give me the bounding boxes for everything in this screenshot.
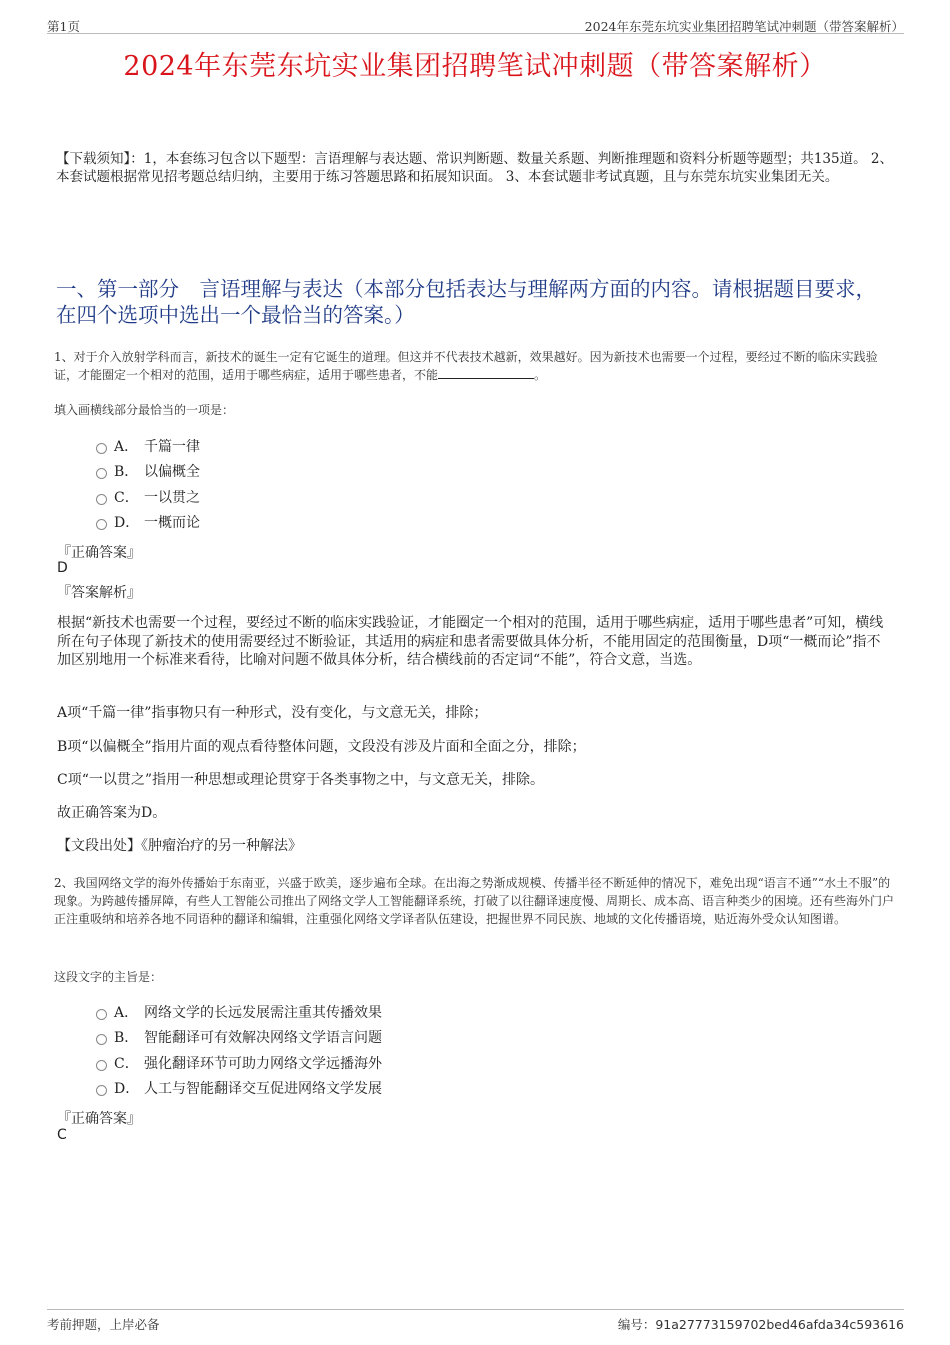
option-c[interactable]: C． 强化翻译环节可助力网络文学远播海外 — [96, 1050, 382, 1076]
radio-icon[interactable] — [96, 1085, 107, 1096]
section-heading: 一、第一部分 言语理解与表达（本部分包括表达与理解两方面的内容。请根据题目要求，在四个选项中选出一个最恰当的答案。） — [56, 277, 876, 327]
option-c[interactable]: C． 一以贯之 — [96, 484, 200, 510]
radio-icon[interactable] — [96, 1034, 107, 1045]
option-b[interactable]: B． 智能翻译可有效解决网络文学语言问题 — [96, 1025, 382, 1051]
analysis-paragraph: 故正确答案为D。 — [57, 805, 167, 821]
radio-icon[interactable] — [96, 443, 107, 454]
page-footer — [47, 1309, 904, 1333]
option-d[interactable]: D． 一概而论 — [96, 510, 200, 536]
document-title: 2024年东莞东坑实业集团招聘笔试冲刺题（带答案解析） — [123, 51, 827, 82]
analysis-paragraph: A项“千篇一律”指事物只有一种形式，没有变化，与文意无关，排除； — [57, 705, 488, 721]
analysis-label: 『答案解析』 — [57, 585, 141, 601]
analysis-paragraph: 根据“新技术也需要一个过程，要经过不断的临床实践验证，才能圈定一个相对的范围，适用于哪些病症，适用于哪些患者”可知，横线所在句子体现了新技术的使用需要经过不断验证，其适用的病症和患者需要做具体分析，不能用固定的范围衡量，D项“一概而论”指不加区别地用一个标准来看待，比喻对问题不做具体分析，结合横线前的否定词“不能”，符合文意，当选。 — [57, 615, 884, 668]
analysis-paragraph: C项“一以贯之”指用一种思想或理论贯穿于各类事物之中，与文意无关，排除。 — [57, 772, 545, 788]
question-1-stem: 1、对于介入放射学科而言，新技术的诞生一定有它诞生的道理。但这并不代表技术越新，效果越好。因为新技术也需要一个过程，要经过不断的临床实践验证，才能圈定一个相对的范围，适用于哪些病症，适用于哪些患者，不能 。 — [54, 350, 878, 382]
radio-icon[interactable] — [96, 1009, 107, 1020]
text-source: 【文段出处】《肿瘤治疗的另一种解法》 — [57, 838, 302, 854]
radio-icon[interactable] — [96, 519, 107, 530]
document-code: 编号：91a27773159702bed46afda34c593616 — [617, 1317, 904, 1332]
question-2-stem: 2、我国网络文学的海外传播始于东南亚，兴盛于欧美，逐步遍布全球。在出海之势渐成规模、传播半径不断延伸的情况下，难免出现“语言不通”“水土不服”的现象。为跨越传播屏障，有些人工智能公司推出了网络文学人工智能翻译系统，打破了以往翻译速度慢、周期长、成本高、语言种类少的困境。还有些海外门户正注重吸纳和培养各地不同语种的翻译和编辑，注重强化网络文学译者队伍建设，把握世界不同民族、地域的文化传播语境，贴近海外受众认知图谱。 — [54, 876, 895, 926]
answer-value: D — [57, 560, 68, 576]
answer-label: 『正确答案』 — [57, 1111, 141, 1127]
radio-icon[interactable] — [96, 494, 107, 505]
question-1-options — [96, 433, 200, 535]
page-header — [47, 14, 904, 34]
option-d[interactable]: D． 人工与智能翻译交互促进网络文学发展 — [96, 1076, 382, 1102]
download-notice: 【下载须知】：1，本套练习包含以下题型：言语理解与表达题、常识判断题、数量关系题、判断推理题和资料分析题等题型；共135道。 2、本套试题根据常见招考题总结归纳，主要用于练习答题思路和拓展知识面。 3、本套试题非考试真题，且与东莞东坑实业集团无关。 — [56, 151, 893, 185]
radio-icon[interactable] — [96, 468, 107, 479]
option-a[interactable]: A． 千篇一律 — [96, 433, 200, 459]
analysis-paragraph: B项“以偏概全”指用片面的观点看待整体问题，文段没有涉及片面和全面之分，排除； — [57, 739, 586, 755]
radio-icon[interactable] — [96, 1060, 107, 1071]
header-doc-title: 2024年东莞东坑实业集团招聘笔试冲刺题（带答案解析） — [584, 19, 904, 34]
page-number: 第1页 — [47, 19, 80, 34]
question-2-prompt: 这段文字的主旨是： — [54, 970, 163, 984]
fill-blank — [438, 366, 534, 379]
answer-value: C — [57, 1127, 67, 1143]
footer-slogan: 考前押题，上岸必备 — [47, 1317, 160, 1332]
question-1-text: 1、对于介入放射学科而言，新技术的诞生一定有它诞生的道理。但这并不代表技术越新，效果越好。因为新技术也需要一个过程，要经过不断的临床实践验证，才能圈定一个相对的范围，适用于哪些病症，适用于哪些患者，不能 — [54, 350, 878, 382]
question-1-prompt: 填入画横线部分最恰当的一项是： — [54, 403, 235, 417]
option-a[interactable]: A． 网络文学的长远发展需注重其传播效果 — [96, 999, 382, 1025]
option-b[interactable]: B． 以偏概全 — [96, 459, 200, 485]
question-2-options — [96, 999, 382, 1101]
answer-label: 『正确答案』 — [57, 545, 141, 561]
